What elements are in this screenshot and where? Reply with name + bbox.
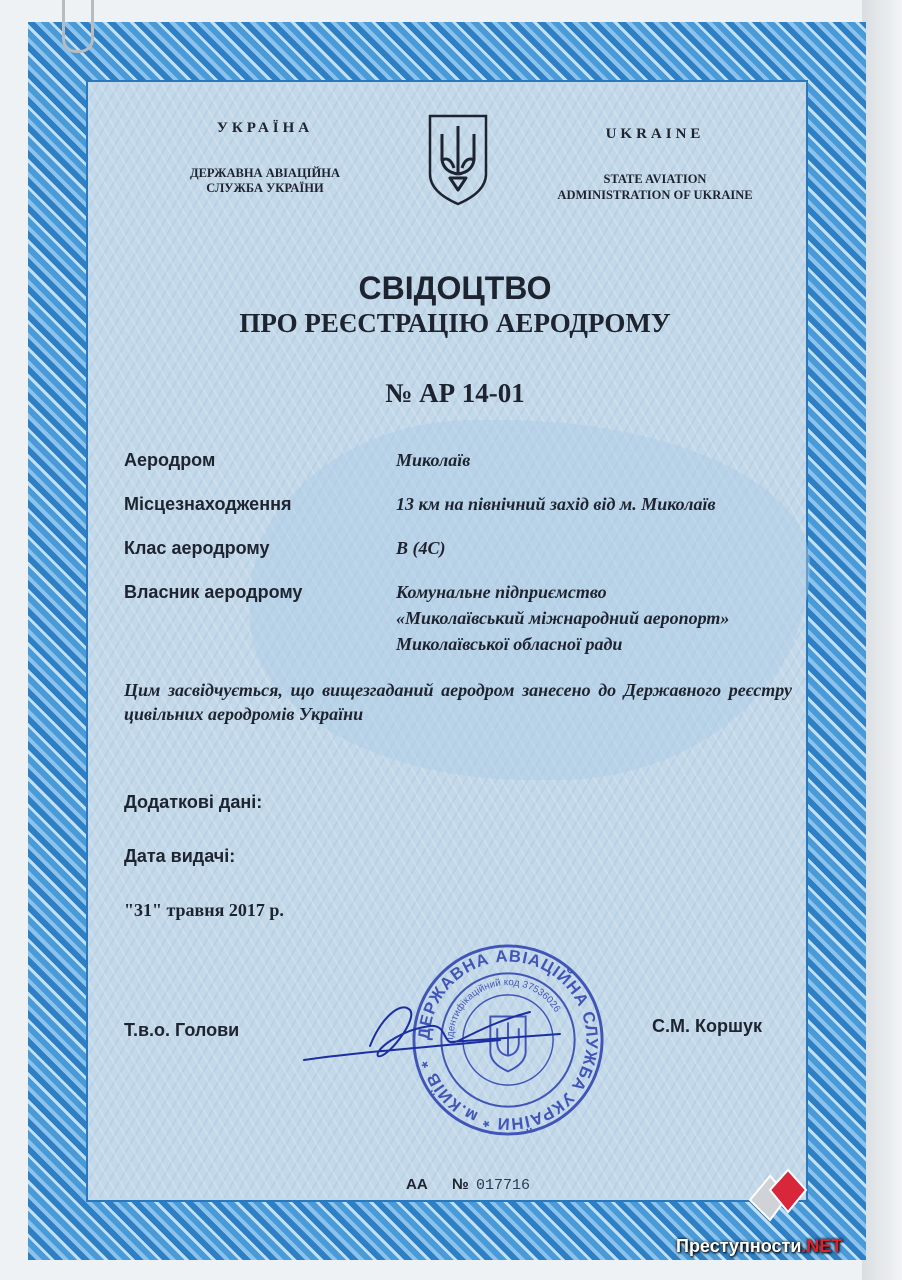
header-agency-en-line1: STATE AVIATION (603, 172, 707, 186)
field-value-owner-line2: «Миколаївський міжнародний аеропорт» (396, 608, 730, 628)
certificate-number: № АР 14-01 (385, 378, 525, 408)
field-label-location: Місцезнаходження (124, 494, 292, 514)
paper-clip-icon (62, 0, 94, 53)
field-label-class: Клас аеродрому (124, 538, 270, 558)
paper-edge (862, 0, 902, 1280)
field-value-owner-line1: Комунальне підприємство (396, 582, 607, 602)
signatory-title: Т.в.о. Голови (124, 1020, 240, 1040)
site-logo-icon (740, 1166, 810, 1230)
header-agency-en-line2: ADMINISTRATION OF UKRAINE (557, 188, 753, 202)
stamp-inner-text: Ідентифікаційний код 37536026 (445, 977, 563, 1041)
site-watermark (676, 1236, 842, 1257)
stamp-outer-text: ДЕРЖАВНА АВІАЦІЙНА СЛУЖБА УКРАЇНИ * м.КИЇВ * (414, 946, 602, 1134)
site-tld: .NET (801, 1236, 843, 1256)
serial-number-sign: № (452, 1176, 469, 1193)
header-country-ua: УКРАЇНА (216, 120, 314, 136)
additional-data-label: Додаткові дані: (124, 792, 263, 812)
serial-number: 017716 (476, 1177, 531, 1194)
field-value-location: 13 км на північний захід від м. Миколаїв (396, 494, 716, 514)
header-agency-ua-line1: ДЕРЖАВНА АВІАЦІЙНА (189, 166, 341, 180)
trident-coat-of-arms-icon (426, 112, 490, 208)
signature (300, 990, 600, 1080)
field-value-aerodrome: Миколаїв (396, 450, 471, 470)
field-value-owner-line3: Миколаївської обласної ради (396, 634, 623, 654)
serial-series: АА (406, 1176, 428, 1193)
field-label-aerodrome: Аеродром (124, 450, 216, 470)
certificate-subtitle: ПРО РЕЄСТРАЦІЮ АЕРОДРОМУ (239, 308, 671, 338)
signatory-name: С.М. Коршук (652, 1016, 762, 1036)
issue-date-value: "31" травня 2017 р. (124, 900, 284, 920)
header-agency-ua-line2: СЛУЖБА УКРАЇНИ (206, 181, 324, 195)
certification-statement: Цим засвідчується, що вищезгаданий аеродром занесено до Державного реєстру цивільних аеродромів України (124, 680, 792, 724)
field-value-class: B (4C) (396, 538, 446, 558)
issue-date-label: Дата видачі: (124, 846, 236, 866)
certificate-title: СВІДОЦТВО (358, 270, 552, 306)
site-name: Преступности (676, 1236, 802, 1256)
field-label-owner: Власник аеродрому (124, 582, 303, 602)
header-country-en: UKRAINE (605, 126, 705, 142)
